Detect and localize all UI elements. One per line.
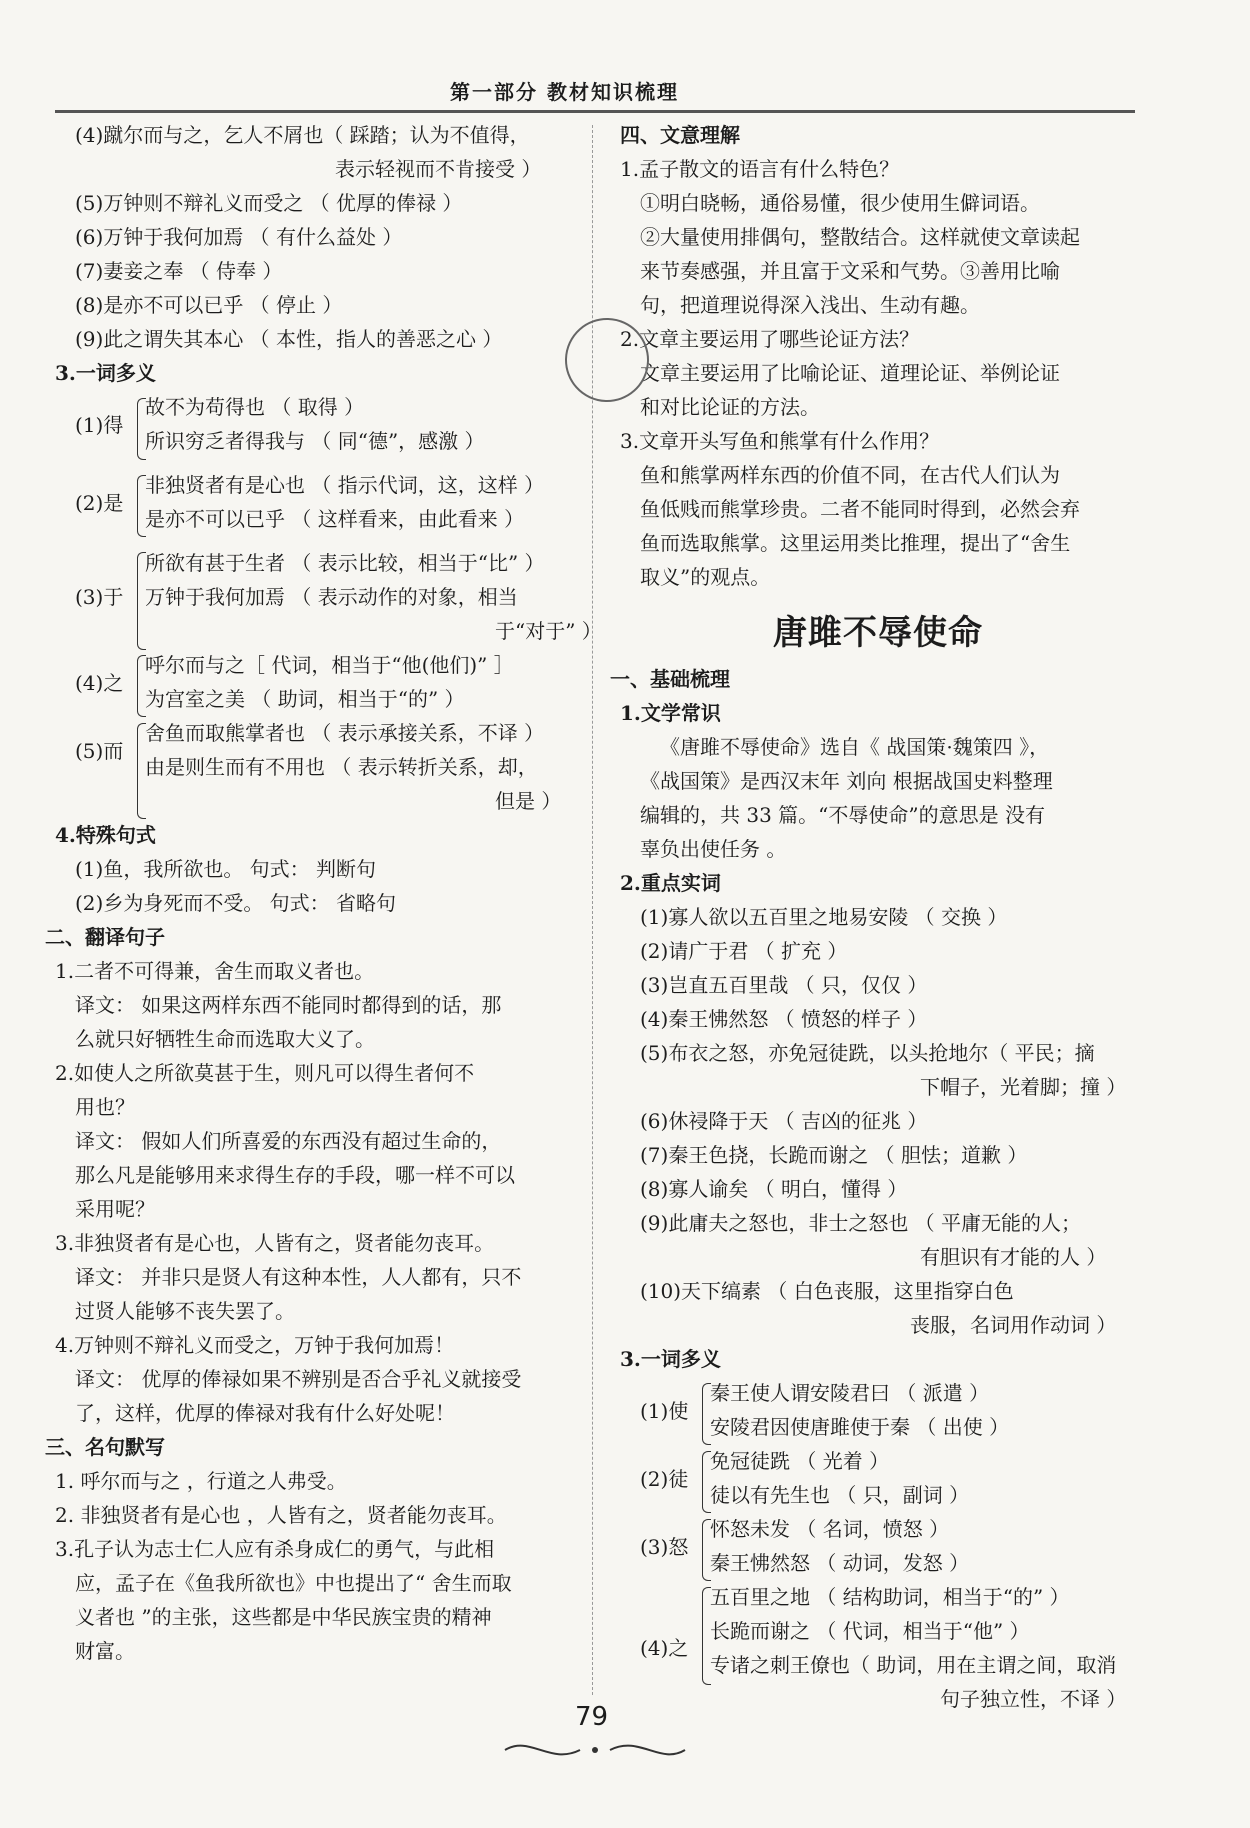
brace xyxy=(137,655,146,717)
brace xyxy=(137,723,146,819)
section-heading: 四、文意理解 xyxy=(620,123,740,147)
text-line: (5)万钟则不辩礼义而受之 （ 优厚的俸禄 ） xyxy=(75,191,463,215)
text-line: (7)妻妾之奉 （ 侍奉 ） xyxy=(75,259,283,283)
text-line: 徒以有先生也 （ 只，副词 ） xyxy=(710,1483,970,1507)
text-line: 但是 ） xyxy=(495,789,562,813)
text-line: (4)秦王怫然怒 （ 愤怒的样子 ） xyxy=(640,1007,928,1031)
text-line: 辜负出使任务 。 xyxy=(640,837,787,861)
text-line: (4)蹴尔而与之，乞人不屑也（ 踩踏；认为不值得， xyxy=(75,123,530,147)
text-line: (5)而 xyxy=(75,739,124,763)
text-line: 安陵君因使唐雎使于秦 （ 出使 ） xyxy=(710,1415,1010,1439)
text-line: (4)之 xyxy=(640,1636,689,1660)
text-line: 秦王使人谓安陵君曰 （ 派遣 ） xyxy=(710,1381,990,1405)
text-line: 非独贤者有是心也 （ 指示代词，这，这样 ） xyxy=(145,473,545,497)
text-line: 那么凡是能够用来求得生存的手段，哪一样不可以 xyxy=(75,1163,515,1187)
text-line: 了，这样，优厚的俸禄对我有什么好处呢！ xyxy=(75,1401,455,1425)
text-line: 是亦不可以已乎 （ 这样看来，由此看来 ） xyxy=(145,507,525,531)
text-line: 有胆识有才能的人 ） xyxy=(920,1245,1107,1269)
section-heading: 4.特殊句式 xyxy=(55,823,156,847)
ornament-icon xyxy=(500,1735,690,1765)
section-heading: 2.重点实词 xyxy=(620,871,721,895)
text-line: (2)乡为身死而不受。 句式： 省略句 xyxy=(75,891,397,915)
brace xyxy=(702,1587,711,1685)
text-line: (1)寡人欲以五百里之地易安陵 （ 交换 ） xyxy=(640,905,1008,929)
section-heading: 二、翻译句子 xyxy=(45,925,165,949)
text-line: (9)此庸夫之怒也，非士之怒也 （ 平庸无能的人； xyxy=(640,1211,1082,1235)
text-line: 句子独立性，不译 ） xyxy=(940,1687,1127,1711)
text-line: 1. 呼尔而与之 ，行道之人弗受。 xyxy=(55,1469,347,1493)
text-line: 故不为苟得也 （ 取得 ） xyxy=(145,395,365,419)
section-heading: 一、基础梳理 xyxy=(610,667,730,691)
text-line: 编辑的，共 33 篇。“不辱使命”的意思是 没有 xyxy=(640,803,1045,827)
section-heading: 3.一词多义 xyxy=(55,361,156,385)
header-rule xyxy=(55,110,1135,113)
text-line: 2. 非独贤者有是心也 ，人皆有之，贤者能勿丧耳。 xyxy=(55,1503,507,1527)
page-header xyxy=(55,70,1135,110)
text-line: 鱼和熊掌两样东西的价值不同，在古代人们认为 xyxy=(640,463,1060,487)
brace xyxy=(702,1519,711,1581)
text-line: 鱼低贱而熊掌珍贵。二者不能同时得到，必然会弃 xyxy=(640,497,1080,521)
text-line: 采用呢？ xyxy=(75,1197,155,1221)
page-number: 79 xyxy=(575,1702,609,1732)
text-line: 专诸之刺王僚也（ 助词，用在主谓之间，取消 xyxy=(710,1653,1117,1677)
text-line: (4)之 xyxy=(75,671,124,695)
brace xyxy=(702,1451,711,1513)
header-title: 第一部分 教材知识梳理 xyxy=(450,80,679,104)
text-line: 由是则生而有不用也 （ 表示转折关系，却， xyxy=(145,755,538,779)
text-line: 应，孟子在《鱼我所欲也》中也提出了“ 舍生而取 xyxy=(75,1571,512,1595)
text-line: 长跪而谢之 （ 代词，相当于“他” ） xyxy=(710,1619,1030,1643)
text-line: 用也？ xyxy=(75,1095,135,1119)
text-line: 过贤人能够不丧失罢了。 xyxy=(75,1299,295,1323)
text-line: 鱼而选取熊掌。这里运用类比推理，提出了“舍生 xyxy=(640,531,1071,555)
section-title: 唐雎不辱使命 xyxy=(773,613,983,653)
text-line: 所欲有甚于生者 （ 表示比较，相当于“比” ） xyxy=(145,551,545,575)
text-line: (2)请广于君 （ 扩充 ） xyxy=(640,939,848,963)
text-line: (8)是亦不可以已乎 （ 停止 ） xyxy=(75,293,343,317)
text-line: 免冠徒跣 （ 光着 ） xyxy=(710,1449,890,1473)
section-heading: 3.一词多义 xyxy=(620,1347,721,1371)
text-line: 财富。 xyxy=(75,1639,135,1663)
text-line: (1)使 xyxy=(640,1399,689,1423)
text-line: 3.非独贤者有是心也，人皆有之，贤者能勿丧耳。 xyxy=(55,1231,495,1255)
text-line: 和对比论证的方法。 xyxy=(640,395,820,419)
text-line: 怀怒未发 （ 名词，愤怒 ） xyxy=(710,1517,950,1541)
text-line: ①明白晓畅，通俗易懂，很少使用生僻词语。 xyxy=(640,191,1040,215)
text-line: 取义”的观点。 xyxy=(640,565,771,589)
text-line: 句，把道理说得深入浅出、生动有趣。 xyxy=(640,293,980,317)
text-line: (1)得 xyxy=(75,413,124,437)
brace xyxy=(702,1383,711,1445)
text-line: 呼尔而与之［ 代词，相当于“他(他们)” ］ xyxy=(145,653,514,677)
text-line: 来节奏感强，并且富于文采和气势。③善用比喻 xyxy=(640,259,1060,283)
text-line: (9)此之谓失其本心 （ 本性，指人的善恶之心 ） xyxy=(75,327,503,351)
text-line: 么就只好牺牲生命而选取大义了。 xyxy=(75,1027,375,1051)
text-line: 五百里之地 （ 结构助词，相当于“的” ） xyxy=(710,1585,1070,1609)
text-line: 译文： 假如人们所喜爱的东西没有超过生命的， xyxy=(75,1129,502,1153)
text-line: 舍鱼而取熊掌者也 （ 表示承接关系，不译 ） xyxy=(145,721,545,745)
text-line: (3)怒 xyxy=(640,1535,689,1559)
brace xyxy=(137,475,146,537)
text-line: (6)休祲降于天 （ 吉凶的征兆 ） xyxy=(640,1109,928,1133)
text-line: 1.二者不可得兼，舍生而取义者也。 xyxy=(55,959,375,983)
text-line: 万钟于我何加焉 （ 表示动作的对象，相当 xyxy=(145,585,518,609)
section-heading: 三、名句默写 xyxy=(45,1435,165,1459)
text-line: (2)徒 xyxy=(640,1467,689,1491)
text-line: (6)万钟于我何加焉 （ 有什么益处 ） xyxy=(75,225,403,249)
text-line: (3)于 xyxy=(75,585,124,609)
text-line: 2.文章主要运用了哪些论证方法？ xyxy=(620,327,920,351)
brace xyxy=(137,552,146,650)
text-line: 表示轻视而不肯接受 ） xyxy=(335,157,542,181)
text-line: 2.如使人之所欲莫甚于生，则凡可以得生者何不 xyxy=(55,1061,475,1085)
text-line: 义者也 ”的主张，这些都是中华民族宝贵的精神 xyxy=(75,1605,492,1629)
text-line: 丧服，名词用作动词 ） xyxy=(910,1313,1117,1337)
text-line: 所识穷乏者得我与 （ 同“德”，感激 ） xyxy=(145,429,485,453)
text-line: 秦王怫然怒 （ 动词，发怒 ） xyxy=(710,1551,970,1575)
text-line: (10)天下缟素 （ 白色丧服，这里指穿白色 xyxy=(640,1279,1014,1303)
text-line: 《唐雎不辱使命》选自《 战国策·魏策四 》， xyxy=(660,735,1050,759)
brace xyxy=(137,398,146,460)
text-line: 译文： 并非只是贤人有这种本性，人人都有，只不 xyxy=(75,1265,522,1289)
text-line: (1)鱼，我所欲也。 句式： 判断句 xyxy=(75,857,377,881)
section-heading: 1.文学常识 xyxy=(620,701,721,725)
text-line: 下帽子，光着脚；撞 ） xyxy=(920,1075,1127,1099)
text-line: (7)秦王色挠，长跪而谢之 （ 胆怯；道歉 ） xyxy=(640,1143,1028,1167)
text-line: (5)布衣之怒，亦免冠徒跣，以头抢地尔（ 平民；摘 xyxy=(640,1041,1095,1065)
text-line: (3)岂直五百里哉 （ 只，仅仅 ） xyxy=(640,973,928,997)
text-line: 3.文章开头写鱼和熊掌有什么作用？ xyxy=(620,429,940,453)
text-line: 《战国策》是西汉末年 刘向 根据战国史料整理 xyxy=(640,769,1053,793)
text-line: 文章主要运用了比喻论证、道理论证、举例论证 xyxy=(640,361,1060,385)
text-line: 1.孟子散文的语言有什么特色？ xyxy=(620,157,900,181)
text-line: ②大量使用排偶句，整散结合。这样就使文章读起 xyxy=(640,225,1080,249)
text-line: 4.万钟则不辩礼义而受之，万钟于我何加焉！ xyxy=(55,1333,455,1357)
text-line: 译文： 优厚的俸禄如果不辨别是否合乎礼义就接受 xyxy=(75,1367,522,1391)
text-line: 3.孔子认为志士仁人应有杀身成仁的勇气，与此相 xyxy=(55,1537,495,1561)
text-line: 于“对于” ） xyxy=(495,619,602,643)
text-line: 译文： 如果这两样东西不能同时都得到的话，那 xyxy=(75,993,502,1017)
text-line: 为宫室之美 （ 助词，相当于“的” ） xyxy=(145,687,465,711)
text-line: (2)是 xyxy=(75,491,124,515)
text-line: (8)寡人谕矣 （ 明白，懂得 ） xyxy=(640,1177,908,1201)
